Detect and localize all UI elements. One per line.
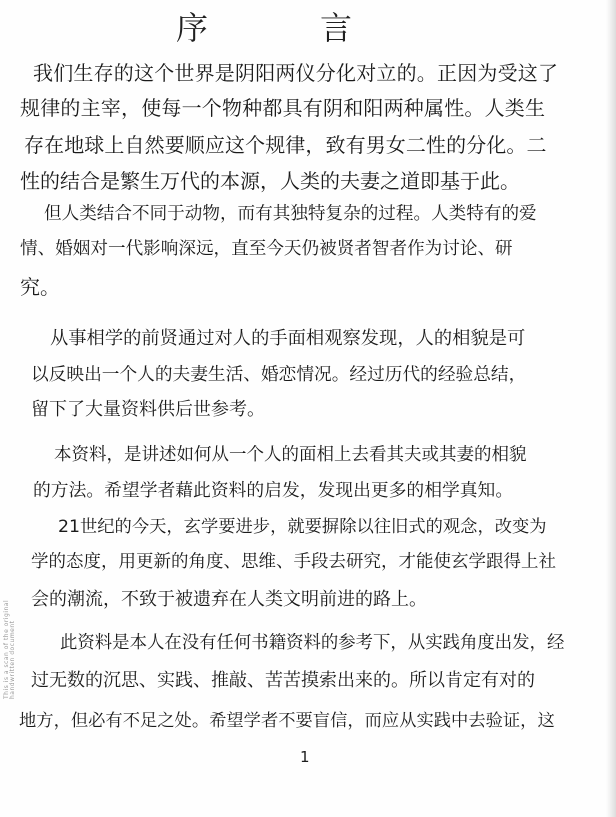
preface-line-9: 以反映出一个人的夫妻生活、婚恋情况。经过历代的经验总结， bbox=[31, 365, 527, 385]
preface-line-1: 我们生存的这个世界是阴阳两仪分化对立的。正因为受这了 bbox=[33, 61, 559, 85]
preface-line-16: 此资料是本人在没有任何书籍资料的参考下，从实践角度出发，经 bbox=[60, 633, 565, 653]
preface-line-10: 留下了大量资料供后世参考。 bbox=[31, 399, 265, 420]
title-char-words: 言 bbox=[320, 9, 353, 47]
preface-line-18: 地方，但必有不足之处。希望学者不要盲信，而应从实践中去验证，这 bbox=[19, 711, 555, 731]
preface-line-3: 存在地球上自然要顺应这个规律，致有男女二性的分化。二 bbox=[24, 133, 547, 157]
preface-line-17: 过无数的沉思、实践、推敲、苦苦摸索出来的。所以肯定有对的 bbox=[31, 670, 535, 691]
preface-line-6: 情、婚姻对一代影响深远，直至今天仍被贤者智者作为讨论、研 bbox=[20, 239, 513, 259]
page-number: 1 bbox=[300, 748, 310, 766]
preface-line-2: 规律的主宰，使每一个物种都具有阴和阳两种属性。人类生 bbox=[20, 96, 546, 120]
preface-line-12: 的方法。希望学者藉此资料的启发，发现出更多的相学真知。 bbox=[33, 480, 514, 501]
preface-line-15: 会的潮流，不致于被遗弃在人类文明前进的路上。 bbox=[31, 589, 427, 610]
preface-line-7: 究。 bbox=[20, 275, 60, 299]
document-title bbox=[0, 6, 616, 54]
preface-line-8: 从事相学的前贤通过对人的手面相观察发现，人的相貌是可 bbox=[50, 328, 526, 349]
preface-line-5: 但人类结合不同于动物，而有其独特复杂的过程。人类特有的爱 bbox=[44, 204, 537, 224]
margin-note: This is a scan of the original handwritten document bbox=[3, 599, 16, 699]
scan-edge bbox=[606, 0, 616, 817]
preface-line-4: 性的结合是繁生万代的本源，人类的夫妻之道即基于此。 bbox=[20, 169, 520, 193]
preface-line-13: 21世纪的今天，玄学要进步，就要摒除以往旧式的观念，改变为 bbox=[58, 517, 547, 537]
preface-line-11: 本资料，是讲述如何从一个人的面相上去看其夫或其妻的相貌 bbox=[54, 445, 527, 465]
preface-line-14: 学的态度，用更新的角度、思维、手段去研究，才能使玄学跟得上社 bbox=[31, 552, 556, 572]
title-char-preface: 序 bbox=[176, 9, 209, 47]
